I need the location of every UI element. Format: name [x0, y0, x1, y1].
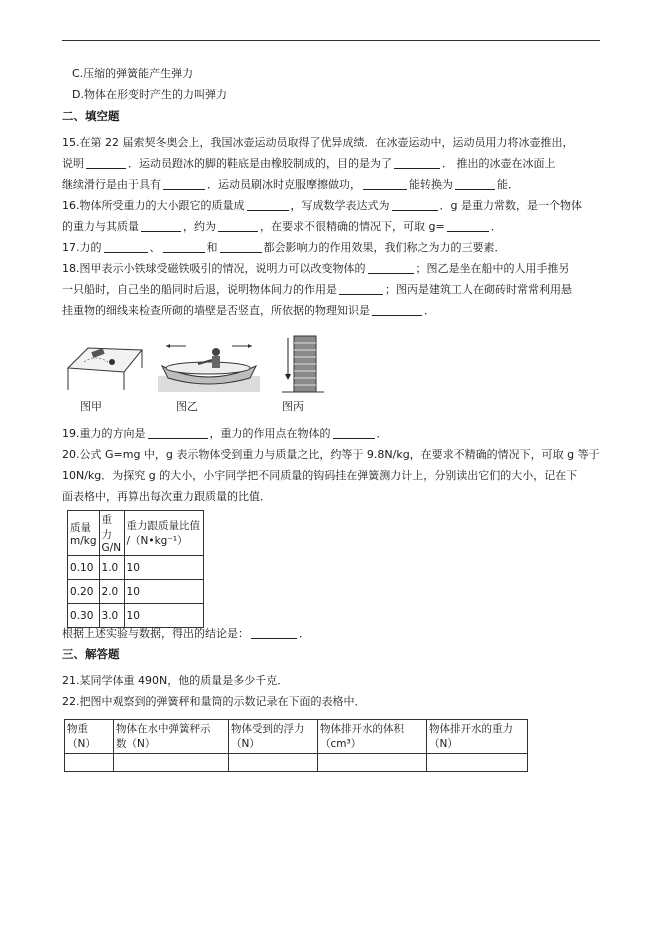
q18-line3: 挂重物的细线来检查所砌的墙壁是否竖直，所依据的物理知识是 ．: [62, 304, 435, 317]
cell-ratio: 10: [124, 604, 203, 628]
blank[interactable]: [251, 627, 297, 639]
cell-mass: 0.10: [68, 556, 100, 580]
q20-data-table: [67, 510, 204, 628]
q22-text: 22.把图中观察到的弹簧秤和量筒的示数记录在下面的表格中．: [62, 695, 366, 708]
q20-line1: 20.公式 G=mg 中，g 表示物体受到重力与质量之比，约等于 9.8N/kg，在要求不精确的情况下，可取 g 等于: [62, 448, 600, 461]
blank[interactable]: [247, 199, 289, 211]
blank[interactable]: [394, 157, 440, 169]
table-row: [68, 604, 204, 628]
cell-mass: 0.30: [68, 604, 100, 628]
col-displaced-volume-header: 物体排开水的体积 （cm³）: [318, 720, 427, 754]
figure-yi: [158, 340, 260, 396]
section-fill-blank-title: 二、填空题: [62, 109, 120, 123]
boats-push-icon: [158, 340, 260, 392]
q16-line1: 16.物体所受重力的大小跟它的质量成 ，写成数学表达式为 ．g 是重力常数，是一个物体: [62, 199, 582, 212]
answer-cell[interactable]: [229, 754, 318, 772]
figure-jia-caption: 图甲: [80, 400, 102, 413]
col-weight-header: 重力 G/N: [99, 511, 124, 556]
figure-yi-caption: 图乙: [176, 400, 198, 413]
blank[interactable]: [220, 241, 262, 253]
blank[interactable]: [372, 304, 422, 316]
table-header-row: [65, 720, 528, 754]
q20-conclusion: 根据上述实验与数据，得出的结论是： ．: [62, 627, 310, 640]
figure-jia: [62, 338, 146, 396]
blank[interactable]: [368, 262, 414, 274]
section-answer-title: 三、解答题: [62, 647, 120, 661]
figure-bing: [282, 334, 324, 398]
cell-weight: 1.0: [99, 556, 124, 580]
blank[interactable]: [455, 178, 495, 190]
option-c: C.压缩的弹簧能产生弹力: [72, 67, 194, 80]
cell-mass: 0.20: [68, 580, 100, 604]
brick-wall-plumb-icon: [282, 334, 324, 394]
q18-line1: 18.图甲表示小铁球受磁铁吸引的情况，说明力可以改变物体的 ；图乙是坐在船中的人用手推另: [62, 262, 570, 275]
q20-line3: 面表格中，再算出每次重力跟质量的比值．: [62, 490, 271, 503]
q15-line1: 15.在第 22 届索契冬奥会上，我国冰壶运动员取得了优异成绩．在冰壶运动中，运动员用力将冰壶推出，: [62, 136, 574, 149]
blank[interactable]: [141, 220, 181, 232]
col-spring-reading-header: 物体在水中弹簧秤示 数（N）: [114, 720, 229, 754]
blank[interactable]: [86, 157, 126, 169]
q22-record-table: [64, 719, 528, 772]
blank[interactable]: [163, 178, 205, 190]
blank[interactable]: [447, 220, 489, 232]
cell-weight: 3.0: [99, 604, 124, 628]
blank[interactable]: [163, 241, 205, 253]
q19: 19.重力的方向是 ，重力的作用点在物体的 ．: [62, 427, 388, 440]
col-weight-header: 物重（N）: [65, 720, 114, 754]
col-displaced-weight-header: 物体排开水的重力 （N）: [427, 720, 528, 754]
answer-cell[interactable]: [114, 754, 229, 772]
header-rule: [62, 40, 600, 41]
q20-line2: 10N/kg．为探究 g 的大小，小宇同学把不同质量的钩码挂在弹簧测力计上，分别读出它们的大小，记在下: [62, 469, 578, 482]
figure-bing-caption: 图丙: [282, 400, 304, 413]
blank[interactable]: [218, 220, 258, 232]
blank[interactable]: [392, 199, 438, 211]
table-row: [68, 580, 204, 604]
magnet-ball-table-icon: [62, 338, 146, 392]
answer-cell[interactable]: [65, 754, 114, 772]
option-d: D.物体在形变时产生的力叫弹力: [72, 88, 227, 101]
cell-ratio: 10: [124, 556, 203, 580]
col-ratio-header: 重力跟质量比值 /（N•kg⁻¹）: [124, 511, 203, 556]
q15-line3: 继续滑行是由于具有 ．运动员刷冰时克服摩擦做功， 能转换为 能．: [62, 178, 519, 191]
blank[interactable]: [339, 283, 383, 295]
q17: 17.力的 、 和 都会影响力的作用效果，我们称之为力的三要素．: [62, 241, 506, 254]
table-header-row: [68, 511, 204, 556]
q15-line2: 说明 ．运动员蹬冰的脚的鞋底是由橡胶制成的，目的是为了 ． 推出的冰壶在冰面上: [62, 157, 556, 170]
blank[interactable]: [363, 178, 407, 190]
col-mass-header: 质量 m/kg: [68, 511, 100, 556]
q18-line2: 一只船时，自己坐的船同时后退，说明物体间力的作用是 ；图丙是建筑工人在砌砖时常常利用悬: [62, 283, 572, 296]
blank[interactable]: [148, 427, 208, 439]
answer-cell[interactable]: [427, 754, 528, 772]
blank[interactable]: [333, 427, 375, 439]
cell-weight: 2.0: [99, 580, 124, 604]
table-row: [68, 556, 204, 580]
cell-ratio: 10: [124, 580, 203, 604]
table-row: [65, 754, 528, 772]
col-buoyancy-header: 物体受到的浮力 （N）: [229, 720, 318, 754]
q21: 21.某同学体重 490N，他的质量是多少千克．: [62, 674, 289, 687]
blank[interactable]: [104, 241, 148, 253]
q16-line2: 的重力与其质量 ，约为 ，在要求不很精确的情况下，可取 g= ．: [62, 220, 502, 233]
answer-cell[interactable]: [318, 754, 427, 772]
